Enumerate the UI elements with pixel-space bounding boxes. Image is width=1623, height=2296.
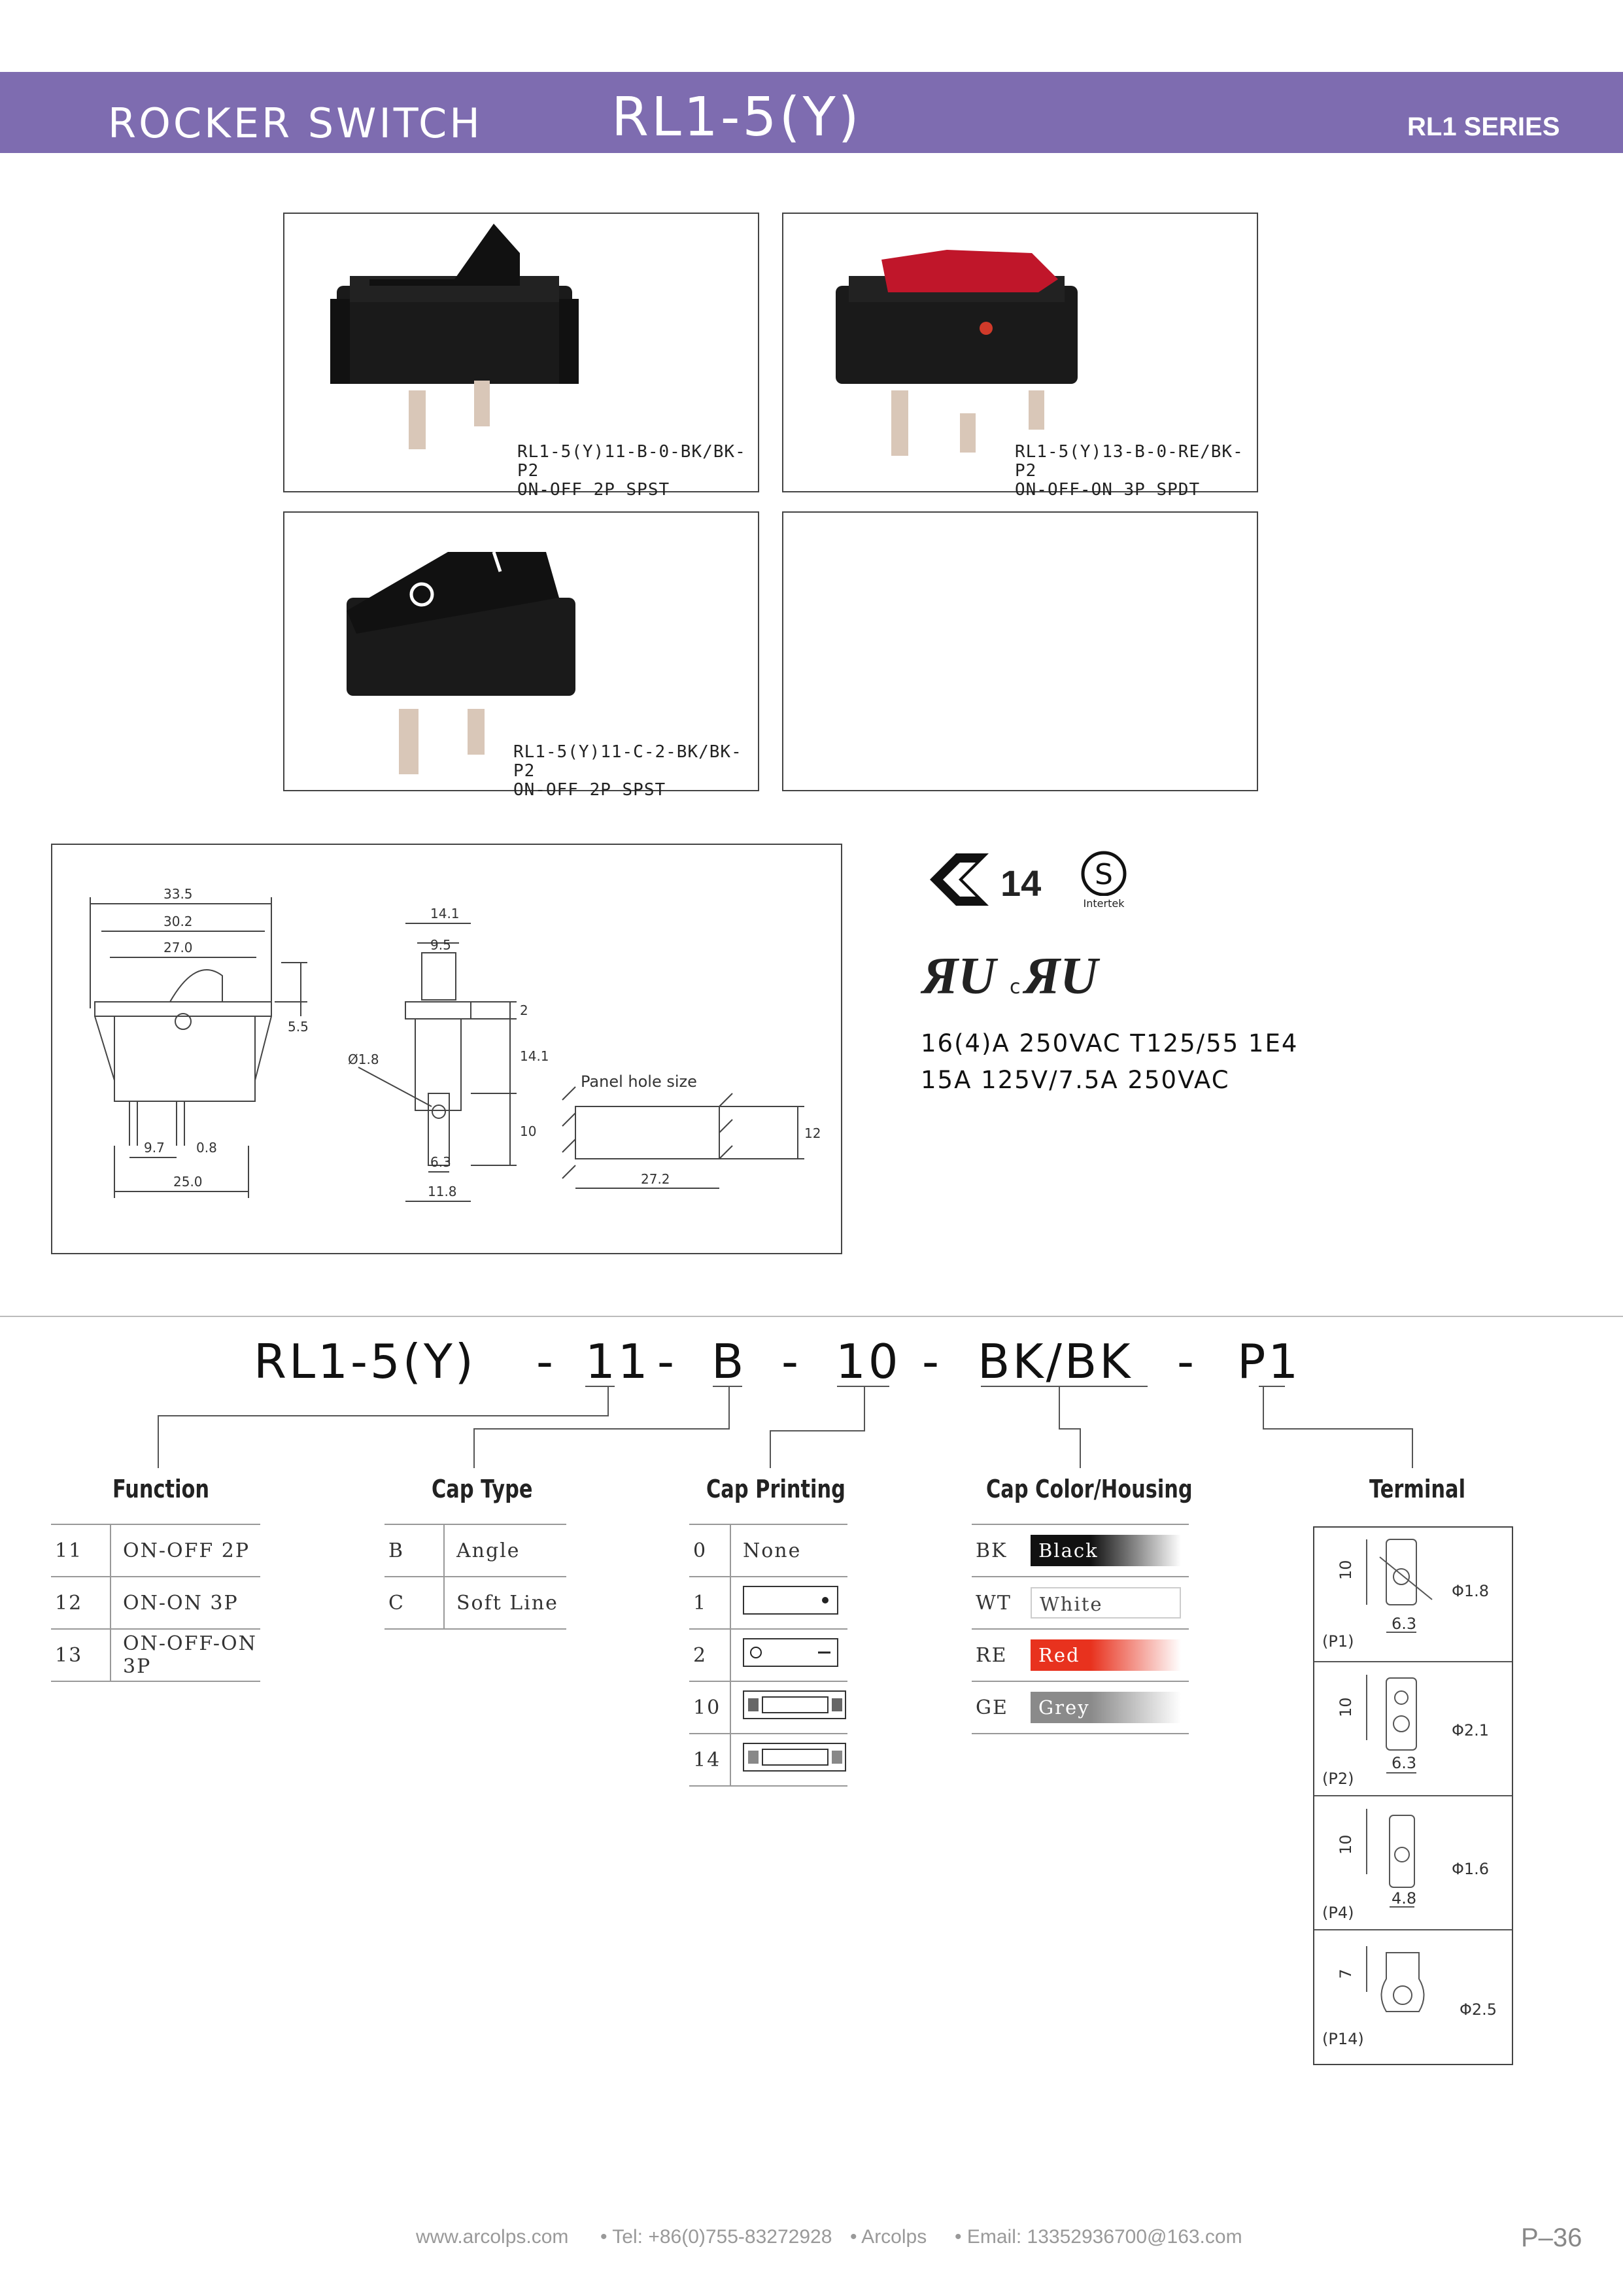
dim-9-7: 9.7: [144, 1140, 165, 1156]
code-cap-printing: 10: [836, 1334, 901, 1389]
rating-line-2: 15A 125V/7.5A 250VAC: [921, 1066, 1230, 1094]
function-table: [51, 1524, 260, 1682]
color-swatch-red: Red: [1031, 1639, 1181, 1671]
cap-type-title: Cap Type: [432, 1475, 533, 1503]
table-row: [972, 1629, 1189, 1681]
p14-label: (P14): [1322, 2030, 1364, 2048]
p2-hole: Φ2.1: [1452, 1721, 1490, 1739]
photo-caption-desc: ON-OFF 2P SPST: [513, 780, 666, 800]
dim-33-5: 33.5: [163, 886, 193, 902]
p4-width: 4.8: [1392, 1889, 1417, 1908]
table-row: [51, 1524, 260, 1577]
option-value: ON-OFF-ON 3P: [111, 1629, 260, 1681]
option-code: 14: [689, 1734, 730, 1786]
option-code: 2: [689, 1629, 730, 1681]
model-title: RL1-5(Y): [611, 86, 862, 148]
p2-height: 10: [1337, 1697, 1355, 1717]
table-row: [51, 1577, 260, 1629]
dim-6-3: 6.3: [430, 1154, 451, 1170]
terminal-table: [1313, 1526, 1513, 2065]
footer-website[interactable]: www.arcolps.com: [416, 2226, 569, 2248]
function-title: Function: [112, 1475, 210, 1503]
series-label: RL1 SERIES: [1407, 112, 1560, 141]
photo-caption-part: RL1-5(Y)13-B-0-RE/BK-P2: [1015, 442, 1244, 481]
table-row: [972, 1681, 1189, 1734]
option-code: 11: [51, 1524, 111, 1577]
dim-hole-1-8: Ø1.8: [348, 1052, 379, 1067]
option-code: RE: [972, 1629, 1031, 1681]
p4-hole: Φ1.6: [1452, 1860, 1490, 1878]
table-row: [972, 1577, 1189, 1629]
code-dash: -: [1177, 1334, 1197, 1389]
table-row: [689, 1681, 847, 1734]
cap-printing-title: Cap Printing: [706, 1475, 846, 1503]
code-base: RL1-5(Y): [254, 1334, 476, 1389]
terminal-drawings: [1314, 1528, 1512, 2064]
code-dash: -: [922, 1334, 942, 1389]
code-terminal: P1: [1237, 1334, 1301, 1389]
enec-number: 14: [1000, 863, 1042, 904]
code-dash: -: [781, 1334, 801, 1389]
svg-text:S: S: [1095, 858, 1113, 891]
dim-10: 10: [520, 1123, 537, 1139]
ul-c-label: c: [1010, 976, 1021, 999]
table-row: [689, 1629, 847, 1681]
dim-0-8: 0.8: [196, 1140, 217, 1156]
cul-mark-icon: ЯU: [1024, 948, 1098, 1005]
code-dash: -: [536, 1334, 556, 1389]
footer-email[interactable]: • Email: 13352936700@163.com: [955, 2226, 1242, 2248]
option-code: C: [384, 1577, 444, 1629]
option-code: 13: [51, 1629, 111, 1681]
intertek-label: Intertek: [1083, 897, 1125, 910]
dim-14-1-b: 14.1: [520, 1048, 549, 1064]
p2-width: 6.3: [1392, 1754, 1417, 1772]
option-value: None: [730, 1524, 847, 1577]
photo-caption-desc: ON-OFF-ON 3P SPDT: [1015, 480, 1201, 500]
p1-hole: Φ1.8: [1452, 1582, 1490, 1600]
dim-panel-27-2: 27.2: [641, 1171, 670, 1187]
cap-printing-table: [689, 1524, 847, 1787]
p4-height: 10: [1337, 1834, 1355, 1855]
p2-label: (P2): [1322, 1770, 1354, 1788]
dim-11-8: 11.8: [428, 1184, 457, 1199]
option-value: ON-OFF 2P: [111, 1524, 260, 1577]
cap-color-title: Cap Color/Housing: [986, 1475, 1193, 1503]
color-swatch-grey: Grey: [1031, 1692, 1181, 1723]
print-dot-icon: [743, 1586, 838, 1615]
print-on-off-icon: [743, 1690, 847, 1719]
dim-27-0: 27.0: [163, 940, 193, 955]
code-dash: -: [657, 1334, 677, 1389]
table-row: [689, 1734, 847, 1786]
footer-brand: • Arcolps: [850, 2226, 927, 2248]
footer-phone: • Tel: +86(0)755-83272928: [600, 2226, 832, 2248]
option-value: Angle: [444, 1524, 566, 1577]
dim-2: 2: [520, 1002, 528, 1018]
option-value: Soft Line: [444, 1577, 566, 1629]
cap-type-table: [384, 1524, 566, 1630]
table-row: [384, 1524, 566, 1577]
option-code: B: [384, 1524, 444, 1577]
print-o-dash-icon: [743, 1638, 838, 1667]
terminal-title: Terminal: [1369, 1475, 1465, 1503]
dim-30-2: 30.2: [163, 914, 193, 929]
code-function: 11: [585, 1334, 651, 1389]
dim-9-5: 9.5: [430, 937, 451, 953]
p14-hole: Φ2.5: [1460, 2000, 1497, 2019]
dim-14-1: 14.1: [430, 906, 460, 921]
page-number: P–36: [1521, 2223, 1582, 2252]
table-row: [689, 1577, 847, 1629]
option-code: GE: [972, 1681, 1031, 1734]
option-code: 0: [689, 1524, 730, 1577]
table-row: [384, 1577, 566, 1629]
cap-color-table: [972, 1524, 1189, 1734]
option-code: WT: [972, 1577, 1031, 1629]
photo-caption-part: RL1-5(Y)11-C-2-BK/BK-P2: [513, 742, 742, 781]
p14-height: 7: [1337, 1968, 1355, 1979]
color-swatch-white: White: [1031, 1587, 1181, 1619]
p1-width: 6.3: [1392, 1615, 1417, 1633]
option-value: ON-ON 3P: [111, 1577, 260, 1629]
option-code: 10: [689, 1681, 730, 1734]
option-code: 12: [51, 1577, 111, 1629]
panel-hole-label: Panel hole size: [581, 1072, 697, 1091]
option-code: BK: [972, 1524, 1031, 1577]
dim-25-0: 25.0: [173, 1174, 203, 1190]
code-cap-type: B: [711, 1334, 747, 1389]
page-title: ROCKER SWITCH: [108, 99, 483, 147]
p4-label: (P4): [1322, 1904, 1354, 1922]
option-code: 1: [689, 1577, 730, 1629]
table-row: [51, 1629, 260, 1681]
table-row: [972, 1524, 1189, 1577]
p1-height: 10: [1337, 1560, 1355, 1580]
dim-panel-12: 12: [804, 1125, 821, 1141]
print-symbol-icon: [743, 1743, 847, 1772]
ul-mark-icon: ЯU: [922, 948, 996, 1005]
rating-line-1: 16(4)A 250VAC T125/55 1E4: [921, 1029, 1299, 1057]
photo-caption-desc: ON-OFF 2P SPST: [517, 480, 670, 500]
p1-label: (P1): [1322, 1632, 1354, 1651]
color-swatch-black: Black: [1031, 1535, 1181, 1566]
dim-5-5: 5.5: [288, 1019, 309, 1035]
photo-caption-part: RL1-5(Y)11-B-0-BK/BK-P2: [517, 442, 746, 481]
code-color: BK/BK: [978, 1334, 1133, 1389]
table-row: [689, 1524, 847, 1577]
